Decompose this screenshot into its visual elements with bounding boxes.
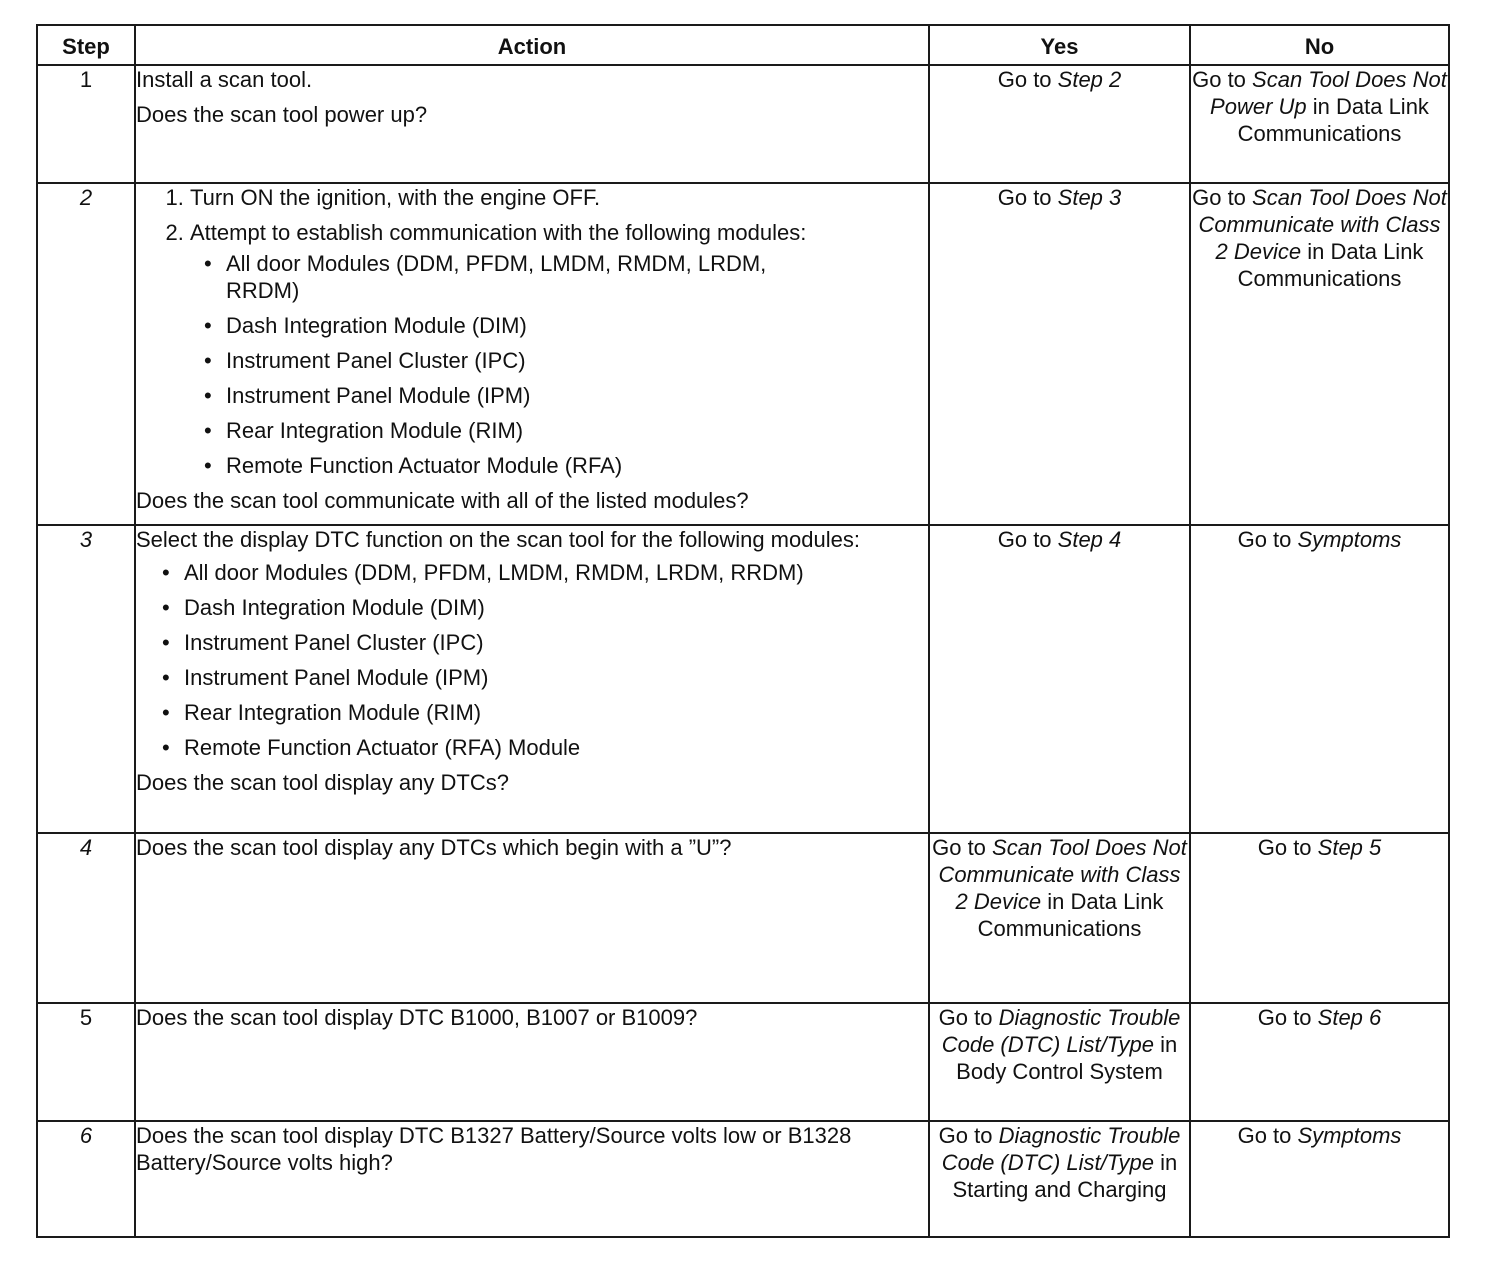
list-item: • All door Modules (DDM, PFDM, LMDM, RMDM, LRDM, RRDM) xyxy=(226,250,786,304)
numbered-item-text: Attempt to establish communication with the following modules: xyxy=(190,220,807,245)
no-prefix: Go to xyxy=(1192,185,1253,210)
yes-link[interactable]: Scan Tool Does Not Communicate with Class 2 Device xyxy=(938,835,1187,914)
header-step: Step xyxy=(37,25,135,65)
action-question: Does the scan tool display any DTCs which begin with a ”U”? xyxy=(136,835,732,860)
list-item: • All door Modules (DDM, PFDM, LMDM, RMDM, LRDM, RRDM) xyxy=(184,559,928,586)
no-link[interactable]: Scan Tool Does Not Power Up xyxy=(1210,67,1447,119)
step-number xyxy=(37,1121,135,1237)
action-question: Does the scan tool display DTC B1327 Battery/Source volts low or B1328 Battery/Source volts high? xyxy=(136,1123,852,1175)
numbered-list xyxy=(136,184,928,479)
yes-suffix: in Data Link Communications xyxy=(977,889,1164,941)
header-no: No xyxy=(1190,25,1449,65)
list-item: • Rear Integration Module (RIM) xyxy=(184,699,928,726)
numbered-item: 1. Turn ON the ignition, with the engine OFF. xyxy=(190,184,928,211)
yes-prefix: Go to xyxy=(997,527,1058,552)
no-link[interactable]: Symptoms xyxy=(1297,527,1402,552)
no-link[interactable]: Step 6 xyxy=(1317,1005,1382,1030)
no-link[interactable]: Step 5 xyxy=(1317,835,1382,860)
step-action xyxy=(135,1121,929,1237)
action-question: Does the scan tool display any DTCs? xyxy=(136,770,509,795)
step-number-text: 3 xyxy=(79,527,93,552)
no-suffix: in Data Link Communications xyxy=(1237,239,1424,291)
yes-link[interactable]: Diagnostic Trouble Code (DTC) List/Type xyxy=(941,1005,1181,1057)
step-action xyxy=(135,525,929,833)
yes-suffix: in Body Control System xyxy=(956,1032,1178,1084)
no-prefix: Go to xyxy=(1257,835,1318,860)
list-item: • Instrument Panel Cluster (IPC) xyxy=(184,629,928,656)
list-item: • Instrument Panel Cluster (IPC) xyxy=(226,347,928,374)
step-row-2 xyxy=(37,183,1449,525)
yes-link[interactable]: Diagnostic Trouble Code (DTC) List/Type xyxy=(941,1123,1181,1175)
step-number xyxy=(37,525,135,833)
list-item: • Instrument Panel Module (IPM) xyxy=(184,664,928,691)
step-number-text: 6 xyxy=(79,1123,93,1148)
yes-result xyxy=(929,833,1190,1003)
no-result xyxy=(1190,1121,1449,1237)
no-link[interactable]: Scan Tool Does Not Communicate with Class 2 Device xyxy=(1198,185,1447,264)
no-suffix: in Data Link Communications xyxy=(1237,94,1429,146)
step-action xyxy=(135,1003,929,1121)
header-yes: Yes xyxy=(929,25,1190,65)
yes-link[interactable]: Step 4 xyxy=(1057,527,1122,552)
action-question: Does the scan tool power up? xyxy=(136,102,428,127)
no-result xyxy=(1190,525,1449,833)
step-row-5 xyxy=(37,1003,1449,1121)
list-item: • Remote Function Actuator (RFA) Module xyxy=(184,734,928,761)
step-action xyxy=(135,833,929,1003)
yes-prefix: Go to xyxy=(938,1005,999,1030)
action-question: Does the scan tool display DTC B1000, B1007 or B1009? xyxy=(136,1005,698,1030)
list-item: • Rear Integration Module (RIM) xyxy=(226,417,928,444)
yes-result xyxy=(929,1121,1190,1237)
step-action xyxy=(135,183,929,525)
step-action xyxy=(135,65,929,183)
yes-link[interactable]: Step 2 xyxy=(1057,67,1122,92)
no-result xyxy=(1190,65,1449,183)
no-prefix: Go to xyxy=(1257,1005,1318,1030)
header-action: Action xyxy=(135,25,929,65)
numbered-item xyxy=(190,219,928,479)
no-prefix: Go to xyxy=(1192,67,1253,92)
yes-prefix: Go to xyxy=(932,835,993,860)
yes-result xyxy=(929,1003,1190,1121)
step-number xyxy=(37,833,135,1003)
step-number xyxy=(37,183,135,525)
list-item: • Dash Integration Module (DIM) xyxy=(226,312,928,339)
step-row-3 xyxy=(37,525,1449,833)
action-question: Does the scan tool communicate with all of the listed modules? xyxy=(136,488,749,513)
step-number: 5 xyxy=(37,1003,135,1121)
yes-link[interactable]: Step 3 xyxy=(1057,185,1122,210)
step-number: 1 xyxy=(37,65,135,183)
header-row xyxy=(37,25,1449,65)
no-result xyxy=(1190,833,1449,1003)
yes-prefix: Go to xyxy=(938,1123,999,1148)
action-line: Install a scan tool. xyxy=(136,67,313,92)
no-link[interactable]: Symptoms xyxy=(1297,1123,1402,1148)
list-item: • Remote Function Actuator Module (RFA) xyxy=(226,452,928,479)
no-prefix: Go to xyxy=(1237,527,1298,552)
list-item: • Dash Integration Module (DIM) xyxy=(184,594,928,621)
module-list xyxy=(190,250,928,479)
action-intro: Select the display DTC function on the scan tool for the following modules: xyxy=(136,527,860,552)
no-prefix: Go to xyxy=(1237,1123,1298,1148)
step-row-4 xyxy=(37,833,1449,1003)
no-result xyxy=(1190,1003,1449,1121)
diagnostic-table xyxy=(36,24,1450,1238)
yes-prefix: Go to xyxy=(997,67,1058,92)
step-row-6 xyxy=(37,1121,1449,1237)
no-result xyxy=(1190,183,1449,525)
yes-result xyxy=(929,65,1190,183)
yes-suffix: in Starting and Charging xyxy=(952,1150,1178,1202)
step-row-1 xyxy=(37,65,1449,183)
yes-result xyxy=(929,525,1190,833)
step-number-text: 2 xyxy=(79,185,93,210)
yes-prefix: Go to xyxy=(997,185,1058,210)
yes-result xyxy=(929,183,1190,525)
list-item: • Instrument Panel Module (IPM) xyxy=(226,382,928,409)
module-list xyxy=(136,559,928,761)
step-number-text: 4 xyxy=(79,835,93,860)
